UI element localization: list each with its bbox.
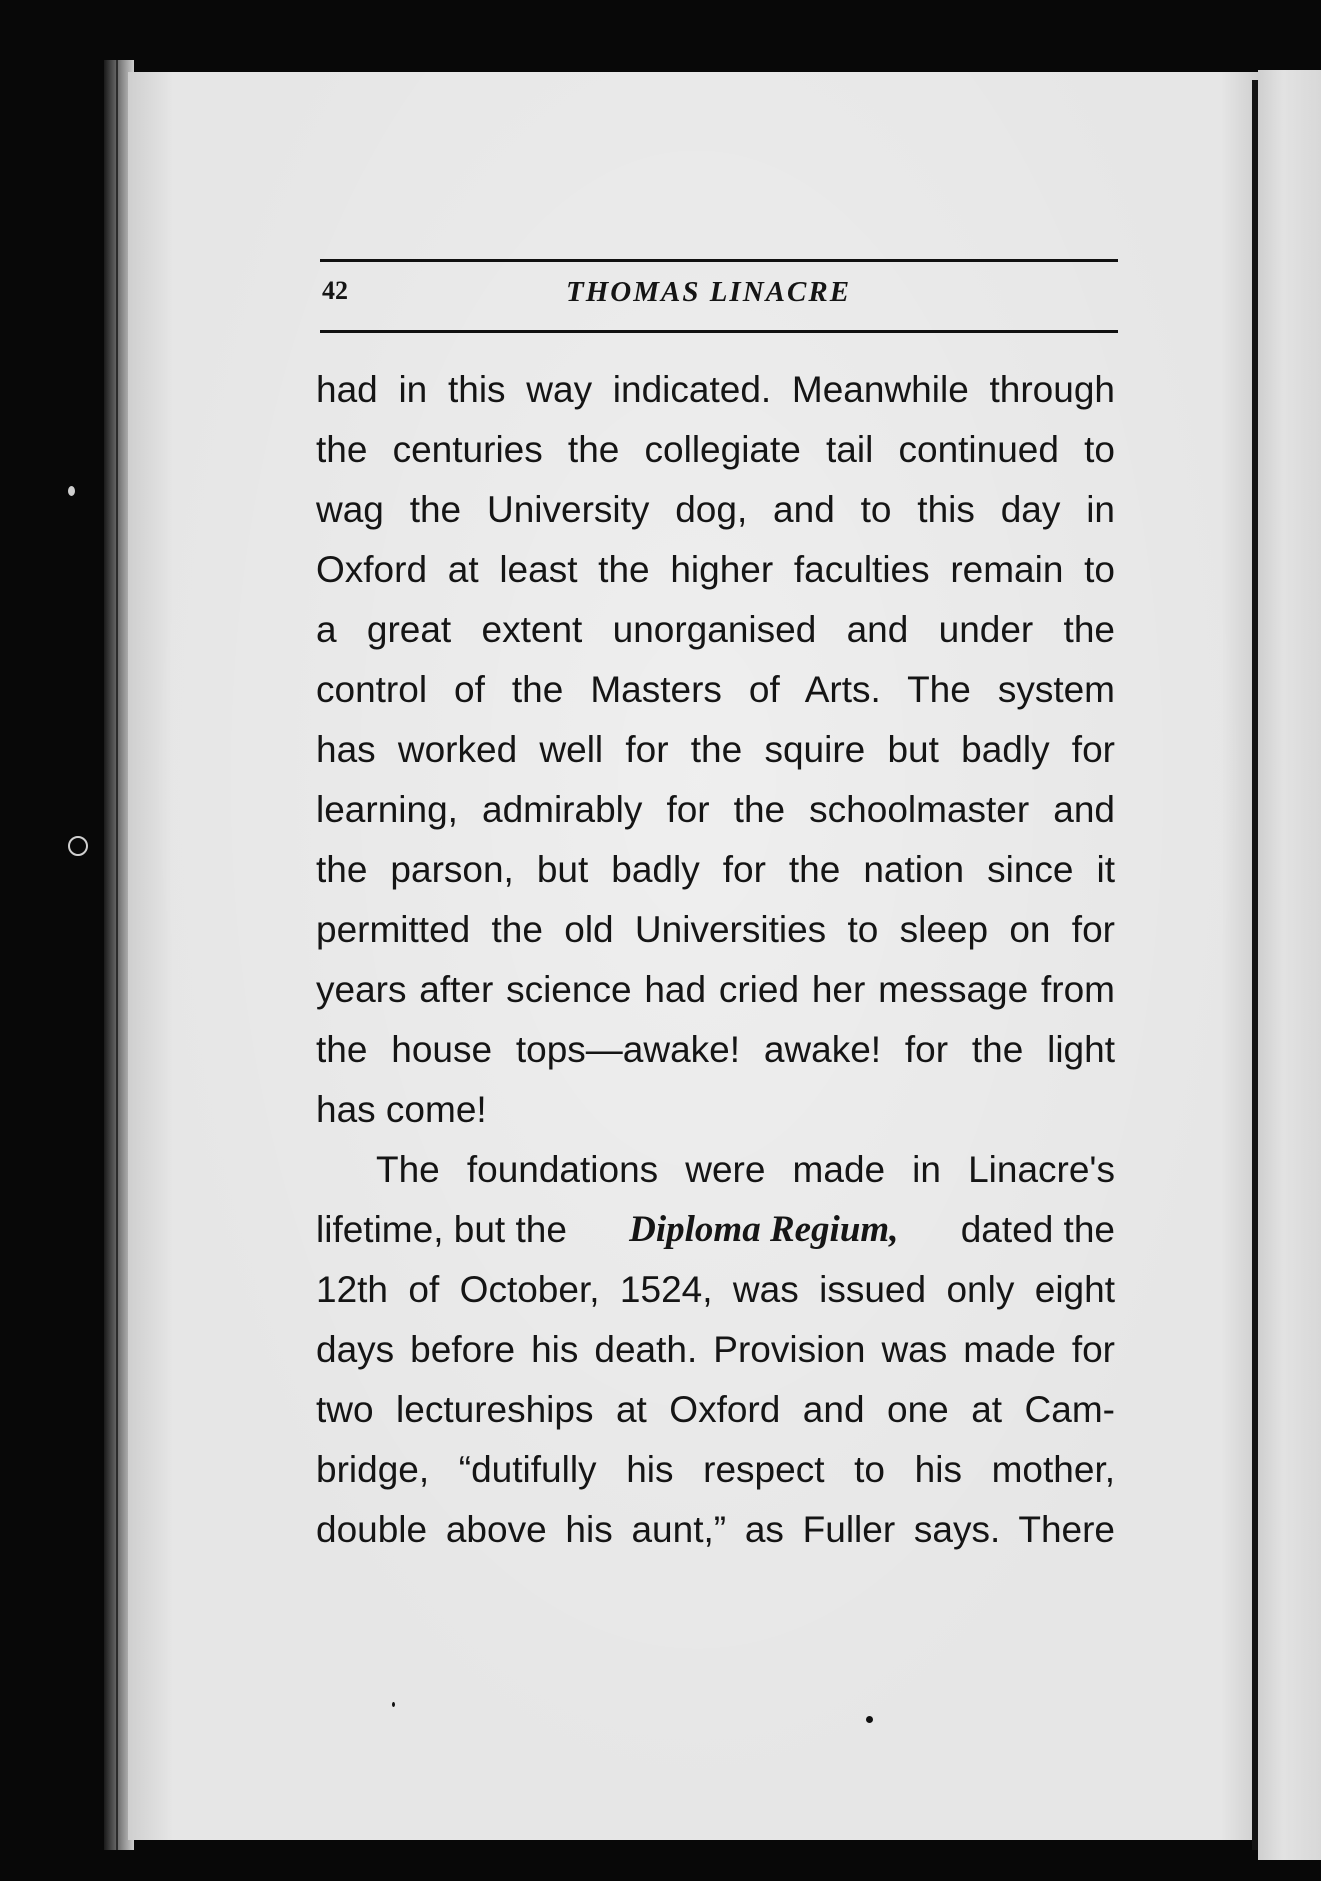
text-line: days before his death. Provision was made for — [316, 1329, 1115, 1370]
text-line: learning, admirably for the schoolmaster and — [316, 789, 1115, 830]
book-page — [128, 72, 1266, 1840]
hole-punch-ring — [68, 836, 88, 856]
text-fragment: dated the — [960, 1209, 1115, 1250]
margin-speck — [68, 486, 75, 496]
text-line: double above his aunt,” as Fuller says. There — [316, 1509, 1115, 1550]
text-line: a great extent unorganised and under the — [316, 609, 1115, 650]
text-line: had in this way indicated. Meanwhile through — [316, 369, 1115, 410]
text-line: the parson, but badly for the nation since it — [316, 849, 1115, 890]
running-head: THOMAS LINACRE — [566, 276, 852, 308]
text-line: Oxford at least the higher faculties remain to — [316, 549, 1115, 590]
text-line: bridge, “dutifully his respect to his mother, — [316, 1449, 1115, 1490]
text-line: The foundations were made in Linacre's — [376, 1149, 1115, 1190]
page-edge-shadow — [1252, 80, 1258, 1850]
text-line: has worked well for the squire but badly for — [316, 729, 1115, 770]
adjacent-page-edge — [1258, 70, 1321, 1860]
text-line: wag the University dog, and to this day in — [316, 489, 1115, 530]
text-line: two lectureships at Oxford and one at Cam- — [316, 1389, 1115, 1430]
ink-dot — [392, 1702, 395, 1707]
ink-dot — [866, 1716, 873, 1723]
text-fragment: lifetime, but the — [316, 1209, 567, 1250]
text-line: permitted the old Universities to sleep on for — [316, 909, 1115, 950]
header-rule-top — [320, 259, 1118, 262]
text-line: has come! — [316, 1089, 487, 1130]
text-line-mixed — [316, 1208, 1115, 1252]
text-line: years after science had cried her message from — [316, 969, 1115, 1010]
text-line: the house tops—awake! awake! for the light — [316, 1029, 1115, 1070]
header-rule-bottom — [320, 330, 1118, 333]
gutter-line — [116, 60, 118, 1850]
italic-title: Diploma Regium, — [629, 1209, 899, 1250]
page-number: 42 — [322, 276, 348, 305]
text-line: control of the Masters of Arts. The system — [316, 669, 1115, 710]
text-line: the centuries the collegiate tail continued to — [316, 429, 1115, 470]
text-line: 12th of October, 1524, was issued only eight — [316, 1269, 1115, 1310]
